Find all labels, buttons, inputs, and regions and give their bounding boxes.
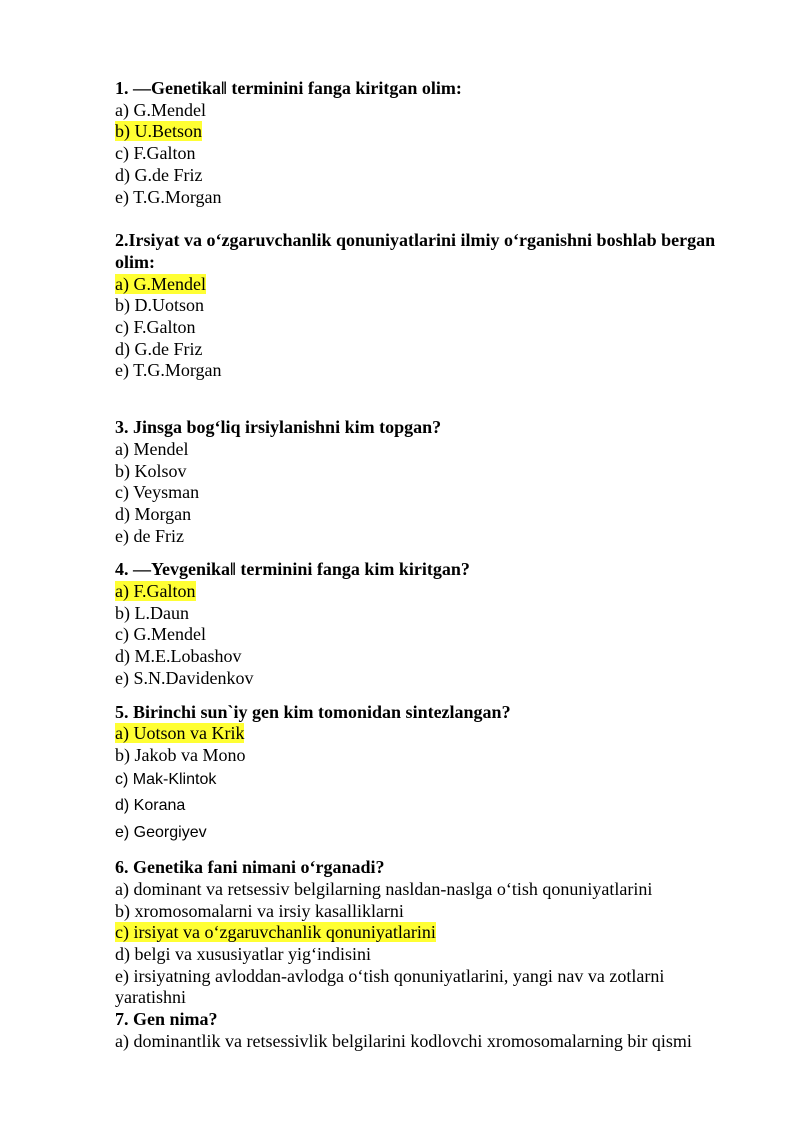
question-1-option-a: a) G.Mendel — [115, 99, 206, 120]
question-3-option-b: b) Kolsov — [115, 460, 187, 481]
question-4-option-e: e) S.N.Davidenkov — [115, 667, 254, 688]
question-5-option-e: e) Georgiyev — [115, 823, 207, 841]
question-6-option-e: e) irsiyatning avloddan-avlodga o‘tish qonuniyatlarini, yangi nav va zotlarni yaratishni — [115, 965, 665, 1008]
question-4-title: 4. —Yevgenika‖ terminini fanga kim kiritgan? — [115, 559, 470, 580]
question-6-option-d: d) belgi va xususiyatlar yig‘indisini — [115, 944, 371, 964]
question-3 — [115, 417, 755, 547]
question-2-option-d: d) G.de Friz — [115, 338, 203, 359]
question-4-option-b: b) L.Daun — [115, 602, 189, 623]
question-2-option-b: b) D.Uotson — [115, 295, 204, 316]
question-6-option-c-highlighted: c) irsiyat va o‘zgaruvchanlik qonuniyatlarini — [115, 922, 436, 943]
question-2 — [115, 230, 755, 382]
question-3-title: 3. Jinsga bog‘liq irsiylanishni kim topgan? — [115, 417, 442, 438]
question-1-title: 1. —Genetika‖ terminini fanga kiritgan olim: — [115, 78, 462, 98]
question-4 — [115, 559, 755, 689]
question-2-title-line2: olim: — [115, 251, 155, 272]
question-3-option-c: c) Veysman — [115, 482, 200, 503]
question-5 — [115, 702, 755, 847]
question-3-option-e: e) de Friz — [115, 525, 184, 546]
question-1-option-c: c) F.Galton — [115, 143, 196, 164]
question-6-option-b: b) xromosomalarni va irsiy kasalliklarni — [115, 900, 404, 921]
question-2-title-line1: 2.Irsiyat va o‘zgaruvchanlik qonuniyatlarini ilmiy o‘rganishni boshlab bergan — [115, 230, 716, 251]
question-5-option-b: b) Jakob va Mono — [115, 744, 246, 765]
question-6-title: 6. Genetika fani nimani o‘rganadi? — [115, 857, 385, 878]
question-3-option-a: a) Mendel — [115, 438, 189, 459]
question-2-option-c: c) F.Galton — [115, 317, 196, 338]
question-1-option-b-highlighted: b) U.Betson — [115, 121, 202, 142]
question-5-option-d: d) Korana — [115, 797, 186, 815]
question-4-option-a-highlighted: a) F.Galton — [115, 581, 196, 602]
question-4-option-c: c) G.Mendel — [115, 624, 206, 645]
question-1 — [115, 78, 755, 208]
quiz-content — [115, 78, 755, 1053]
question-3-option-d: d) Morgan — [115, 503, 192, 524]
question-4-option-d: d) M.E.Lobashov — [115, 646, 242, 667]
question-7 — [115, 1009, 755, 1052]
question-5-option-c: c) Mak-Klintok — [115, 770, 217, 788]
question-1-option-e: e) T.G.Morgan — [115, 186, 222, 207]
question-6-option-a: a) dominant va retsessiv belgilarning nasldan-naslga o‘tish qonuniyatlarini — [115, 878, 653, 899]
question-5-option-a-highlighted: a) Uotson va Krik — [115, 723, 245, 744]
question-1-option-d: d) G.de Friz — [115, 164, 203, 185]
question-6 — [115, 857, 755, 1009]
question-2-option-e: e) T.G.Morgan — [115, 360, 222, 381]
question-7-option-a: a) dominantlik va retsessivlik belgilarini kodlovchi xromosomalarning bir qismi — [115, 1030, 692, 1051]
question-5-title: 5. Birinchi sun`iy gen kim tomonidan sintezlangan? — [115, 701, 511, 722]
question-7-title: 7. Gen nima? — [115, 1009, 218, 1030]
question-2-option-a-highlighted: a) G.Mendel — [115, 273, 206, 294]
